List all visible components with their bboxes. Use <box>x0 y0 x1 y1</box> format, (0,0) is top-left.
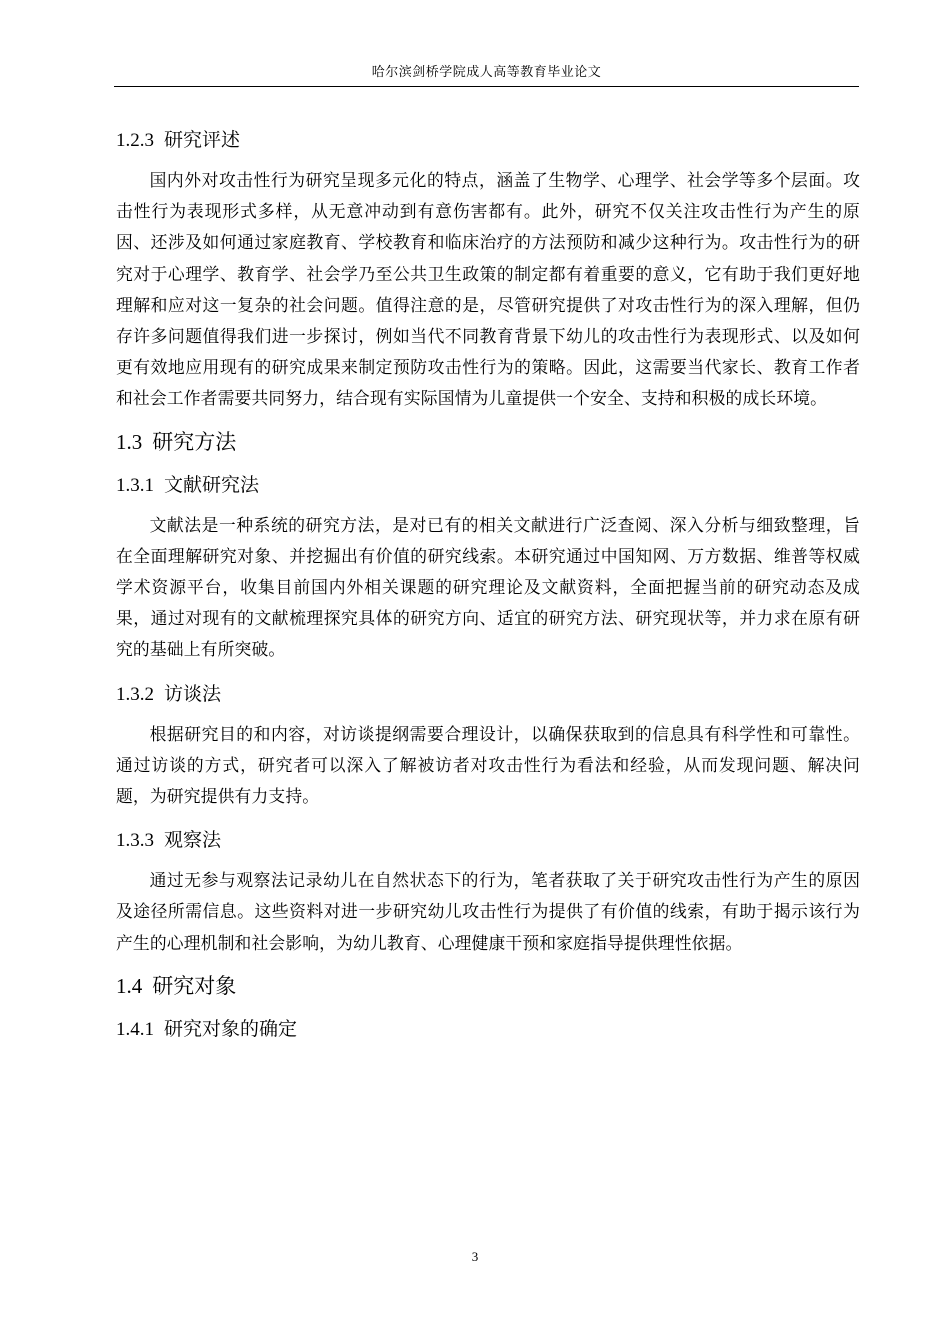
section-number: 1.4 <box>116 973 143 998</box>
section-heading-1-3 <box>116 427 860 457</box>
paragraph-interview-method: 根据研究目的和内容，对访谈提纲需要合理设计，以确保获取到的信息具有科学性和可靠性。通过访谈的方式，研究者可以深入了解被访者对攻击性行为看法和经验，从而发现问题、解决问题，为研究提供有力支持。 <box>116 723 860 807</box>
paragraph-observation-method: 通过无参与观察法记录幼儿在自然状态下的行为，笔者获取了关于研究攻击性行为产生的原因及途径所需信息。这些资料对进一步研究幼儿攻击性行为提供了有价值的线索，有助于揭示该行为产生的心理机制和社会影响，为幼儿教育、心理健康干预和家庭指导提供理性依据。 <box>116 870 860 953</box>
section-title: 研究方法 <box>152 429 237 454</box>
section-heading-1-2-3 <box>116 126 860 155</box>
section-title: 文献研究法 <box>164 473 260 496</box>
section-title: 研究对象 <box>152 973 237 998</box>
section-heading-1-4-1 <box>116 1015 860 1044</box>
section-title: 观察法 <box>164 829 222 852</box>
page-number: 3 <box>471 1249 479 1264</box>
section-heading-1-4 <box>116 971 860 1001</box>
section-heading-1-3-3 <box>116 826 860 855</box>
section-number: 1.3 <box>116 429 143 454</box>
section-number: 1.4.1 <box>116 1018 154 1040</box>
section-number: 1.2.3 <box>116 130 154 151</box>
section-title: 研究对象的确定 <box>164 1017 298 1040</box>
section-heading-1-3-2 <box>116 680 860 709</box>
paragraph-literature-method: 文献法是一种系统的研究方法，是对已有的相关文献进行广泛查阅、深入分析与细致整理，旨在全面理解研究对象、并挖掘出有价值的研究线索。本研究通过中国知网、万方数据、维普等权威学术资源平台，收集目前国内外相关课题的研究理论及文献资料，全面把握当前的研究动态及成果，通过对现有的文献梳理探究具体的研究方向、适宜的研究方法、研究现状等，并力求在原有研究的基础上有所突破。 <box>116 514 860 660</box>
section-title: 访谈法 <box>164 682 222 705</box>
header-divider <box>114 86 859 87</box>
document-body <box>116 112 860 1054</box>
section-heading-1-3-1 <box>116 471 860 500</box>
section-number: 1.3.2 <box>116 683 154 705</box>
section-title: 研究评述 <box>164 129 241 151</box>
paragraph-research-review: 国内外对攻击性行为研究呈现多元化的特点，涵盖了生物学、心理学、社会学等多个层面。攻击性行为表现形式多样，从无意冲动到有意伤害都有。此外，研究不仅关注攻击性行为产生的原因、还涉及如何通过家庭教育、学校教育和临床治疗的方法预防和减少这种行为。攻击性行为的研究对于心理学、教育学、社会学乃至公共卫生政策的制定都有着重要的意义，它有助于我们更好地理解和应对这一复杂的社会问题。值得注意的是，尽管研究提供了对攻击性行为的深入理解，但仍存许多问题值得我们进一步探讨，例如当代不同教育背景下幼儿的攻击性行为表现形式、以及如何更有效地应用现有的研究成果来制定预防攻击性行为的策略。因此，这需要当代家长、教育工作者和社会工作者需要共同努力，结合现有实际国情为儿童提供一个安全、支持和积极的成长环境。 <box>116 170 860 409</box>
page-header: 哈尔滨剑桥学院成人高等教育毕业论文 <box>371 65 602 80</box>
section-number: 1.3.1 <box>116 474 154 496</box>
section-number: 1.3.3 <box>116 830 154 852</box>
